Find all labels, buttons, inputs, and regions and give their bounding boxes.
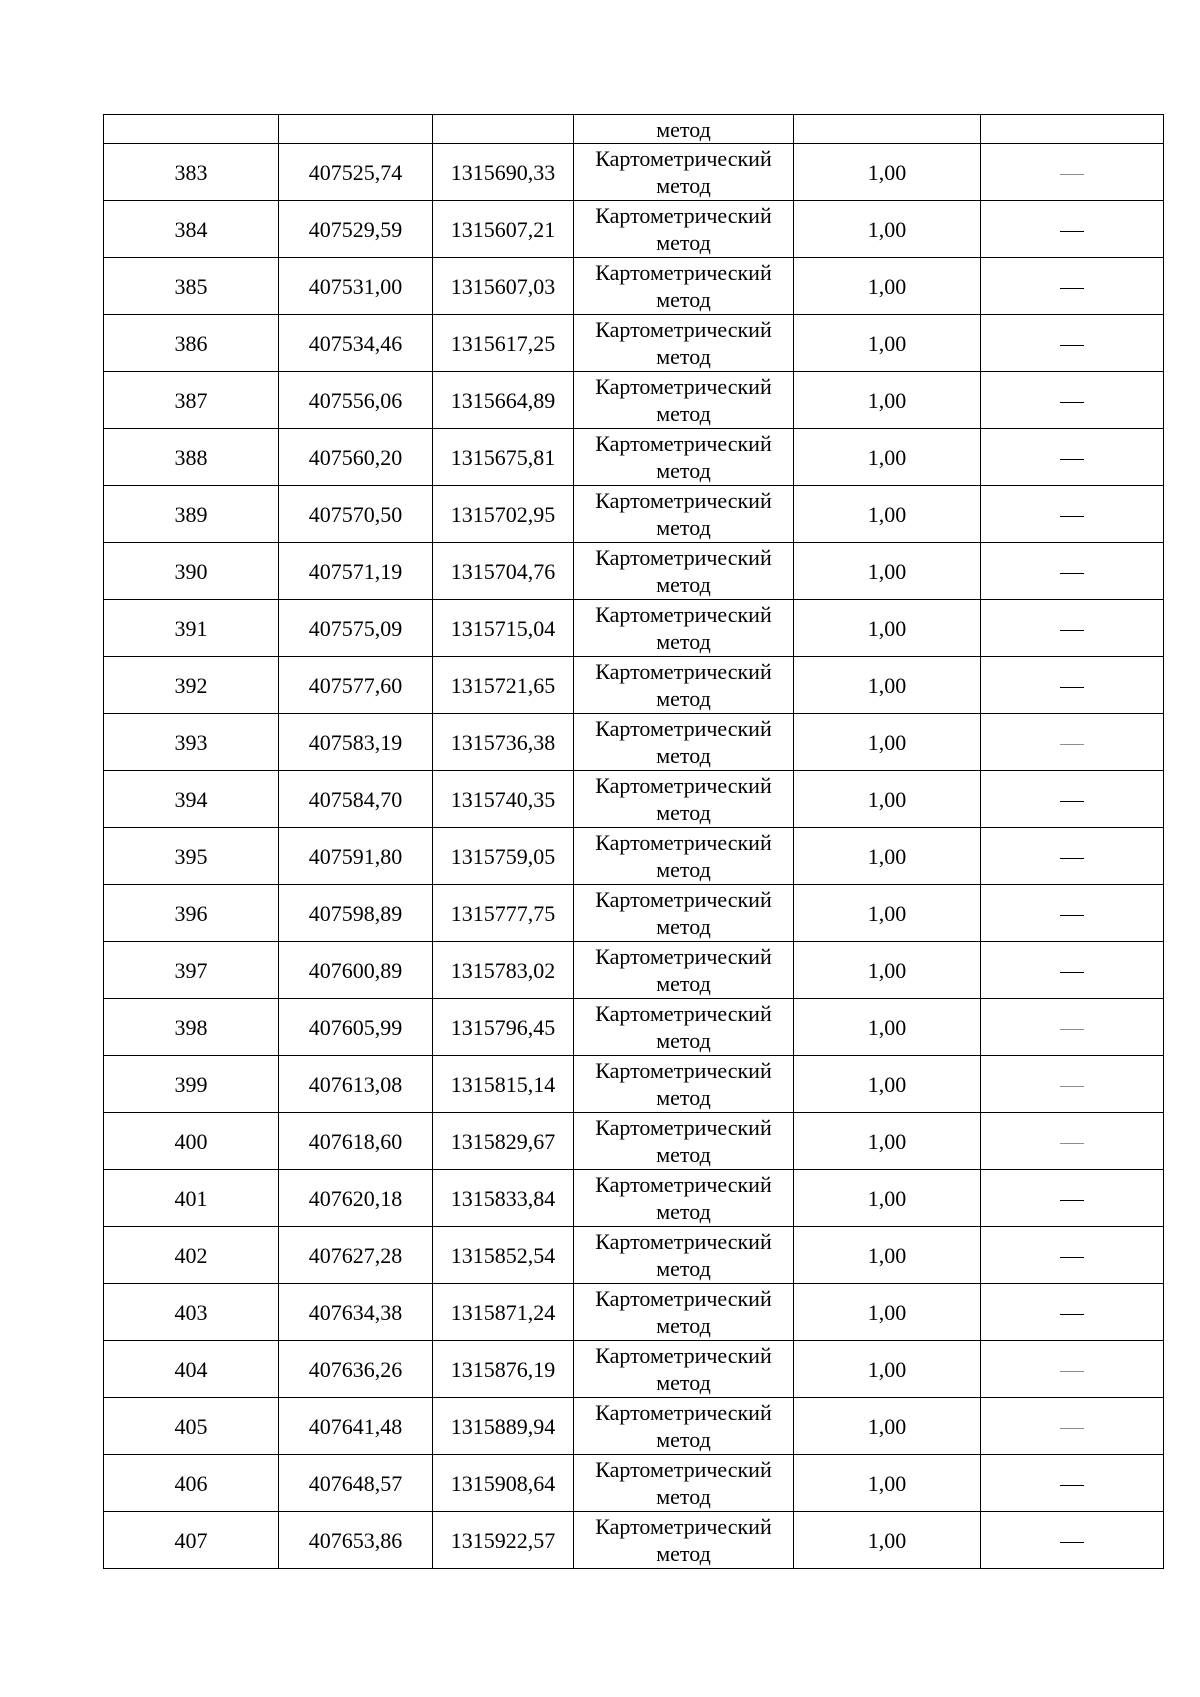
cell-x: 407620,18 [279,1170,433,1227]
cell-method: метод [574,115,794,144]
cell-x: 407575,09 [279,600,433,657]
dash-mark [1060,1143,1084,1144]
cell-method: Картометрический метод [574,1056,794,1113]
cell-x: 407627,28 [279,1227,433,1284]
dash-mark [1060,858,1084,859]
cell-note [981,1170,1164,1227]
cell-accuracy: 1,00 [794,1227,981,1284]
cell-y: 1315783,02 [433,942,574,999]
cell-x: 407634,38 [279,1284,433,1341]
cell-x: 407648,57 [279,1455,433,1512]
cell-point-number: 399 [104,1056,279,1113]
dash-mark [1060,1428,1084,1429]
cell-method: Картометрический метод [574,372,794,429]
cell-y: 1315702,95 [433,486,574,543]
cell-point-number: 389 [104,486,279,543]
cell-point-number: 400 [104,1113,279,1170]
cell-x: 407613,08 [279,1056,433,1113]
table-row [104,258,1164,315]
cell-x: 407560,20 [279,429,433,486]
dash-mark [1060,345,1084,346]
cell-point-number: 402 [104,1227,279,1284]
cell-note [981,201,1164,258]
cell-y: 1315721,65 [433,657,574,714]
table-row [104,1512,1164,1569]
cell-accuracy: 1,00 [794,714,981,771]
cell-point-number: 398 [104,999,279,1056]
cell-method: Картометрический метод [574,1512,794,1569]
dash-mark [1060,1086,1084,1087]
cell-accuracy: 1,00 [794,429,981,486]
cell-x: 407598,89 [279,885,433,942]
cell-note [981,1227,1164,1284]
cell-x: 407653,86 [279,1512,433,1569]
table-row [104,1227,1164,1284]
cell-x: 407600,89 [279,942,433,999]
table-row [104,999,1164,1056]
cell-x: 407570,50 [279,486,433,543]
table-row [104,1341,1164,1398]
dash-mark [1060,1200,1084,1201]
cell-point-number: 387 [104,372,279,429]
cell-y: 1315704,76 [433,543,574,600]
cell-note [981,1455,1164,1512]
table-row [104,657,1164,714]
dash-mark [1060,516,1084,517]
cell-y: 1315908,64 [433,1455,574,1512]
cell-method: Картометрический метод [574,543,794,600]
cell-accuracy: 1,00 [794,600,981,657]
cell-method: Картометрический метод [574,600,794,657]
table-row [104,1398,1164,1455]
cell-x: 407605,99 [279,999,433,1056]
cell-accuracy [794,115,981,144]
cell-note [981,486,1164,543]
cell-method: Картометрический метод [574,1170,794,1227]
cell-point-number: 397 [104,942,279,999]
cell-method: Картометрический метод [574,1284,794,1341]
cell-point-number: 396 [104,885,279,942]
cell-point-number: 384 [104,201,279,258]
dash-mark [1060,1485,1084,1486]
cell-note [981,771,1164,828]
cell-x: 407534,46 [279,315,433,372]
cell-point-number: 401 [104,1170,279,1227]
cell-method: Картометрический метод [574,657,794,714]
cell-method: Картометрический метод [574,942,794,999]
cell-y: 1315607,03 [433,258,574,315]
cell-point-number: 394 [104,771,279,828]
coordinates-table [103,114,1164,1569]
dash-mark [1060,402,1084,403]
cell-note [981,828,1164,885]
cell-y: 1315617,25 [433,315,574,372]
dash-mark [1060,1257,1084,1258]
cell-point-number: 383 [104,144,279,201]
table-row [104,771,1164,828]
dash-mark [1060,972,1084,973]
cell-accuracy: 1,00 [794,885,981,942]
table-body [104,115,1164,1569]
dash-mark [1060,459,1084,460]
cell-point-number: 393 [104,714,279,771]
cell-note [981,1512,1164,1569]
cell-note [981,1398,1164,1455]
cell-point-number: 406 [104,1455,279,1512]
table-row [104,486,1164,543]
continuation-row [104,115,1164,144]
dash-mark [1060,231,1084,232]
cell-note [981,372,1164,429]
cell-x: 407584,70 [279,771,433,828]
table-row [104,714,1164,771]
dash-mark [1060,1029,1084,1030]
table-row [104,315,1164,372]
cell-accuracy: 1,00 [794,771,981,828]
cell-accuracy: 1,00 [794,1455,981,1512]
cell-point-number: 405 [104,1398,279,1455]
cell-x: 407583,19 [279,714,433,771]
cell-x: 407571,19 [279,543,433,600]
cell-accuracy: 1,00 [794,1170,981,1227]
cell-y: 1315740,35 [433,771,574,828]
cell-y: 1315607,21 [433,201,574,258]
cell-point-number: 395 [104,828,279,885]
dash-mark [1060,1542,1084,1543]
table-row [104,828,1164,885]
cell-method: Картометрический метод [574,315,794,372]
cell-note [981,942,1164,999]
cell-point-number [104,115,279,144]
cell-note [981,115,1164,144]
cell-note [981,1056,1164,1113]
cell-method: Картометрический метод [574,714,794,771]
cell-method: Картометрический метод [574,429,794,486]
dash-mark [1060,174,1084,175]
cell-x: 407577,60 [279,657,433,714]
cell-y: 1315736,38 [433,714,574,771]
cell-note [981,714,1164,771]
cell-y: 1315889,94 [433,1398,574,1455]
cell-note [981,543,1164,600]
cell-y: 1315829,67 [433,1113,574,1170]
cell-accuracy: 1,00 [794,1113,981,1170]
cell-y: 1315715,04 [433,600,574,657]
dash-mark [1060,1371,1084,1372]
cell-point-number: 388 [104,429,279,486]
cell-y: 1315871,24 [433,1284,574,1341]
cell-note [981,1113,1164,1170]
cell-note [981,885,1164,942]
table-row [104,372,1164,429]
cell-point-number: 392 [104,657,279,714]
table-row [104,429,1164,486]
cell-accuracy: 1,00 [794,1398,981,1455]
cell-note [981,600,1164,657]
cell-x: 407591,80 [279,828,433,885]
cell-method: Картометрический метод [574,771,794,828]
cell-point-number: 403 [104,1284,279,1341]
cell-y: 1315675,81 [433,429,574,486]
cell-y: 1315852,54 [433,1227,574,1284]
cell-accuracy: 1,00 [794,828,981,885]
table-row [104,1284,1164,1341]
table-row [104,600,1164,657]
cell-method: Картометрический метод [574,1455,794,1512]
table-row [104,543,1164,600]
cell-x: 407618,60 [279,1113,433,1170]
dash-mark [1060,801,1084,802]
cell-note [981,315,1164,372]
table-row [104,885,1164,942]
cell-method: Картометрический метод [574,201,794,258]
cell-x: 407556,06 [279,372,433,429]
cell-note [981,429,1164,486]
cell-note [981,1284,1164,1341]
cell-x: 407531,00 [279,258,433,315]
dash-mark [1060,573,1084,574]
cell-accuracy: 1,00 [794,315,981,372]
cell-accuracy: 1,00 [794,1284,981,1341]
cell-accuracy: 1,00 [794,942,981,999]
cell-point-number: 390 [104,543,279,600]
cell-accuracy: 1,00 [794,144,981,201]
cell-y: 1315759,05 [433,828,574,885]
cell-accuracy: 1,00 [794,657,981,714]
dash-mark [1060,687,1084,688]
cell-y: 1315796,45 [433,999,574,1056]
cell-method: Картометрический метод [574,258,794,315]
dash-mark [1060,915,1084,916]
cell-x: 407529,59 [279,201,433,258]
cell-y: 1315833,84 [433,1170,574,1227]
table-row [104,1170,1164,1227]
cell-note [981,1341,1164,1398]
dash-mark [1060,630,1084,631]
cell-accuracy: 1,00 [794,201,981,258]
cell-method: Картометрический метод [574,999,794,1056]
cell-method: Картометрический метод [574,486,794,543]
cell-note [981,144,1164,201]
dash-mark [1060,744,1084,745]
cell-point-number: 385 [104,258,279,315]
cell-note [981,258,1164,315]
cell-y: 1315922,57 [433,1512,574,1569]
cell-point-number: 407 [104,1512,279,1569]
cell-accuracy: 1,00 [794,999,981,1056]
cell-accuracy: 1,00 [794,372,981,429]
cell-note [981,999,1164,1056]
cell-note [981,657,1164,714]
cell-method: Картометрический метод [574,1113,794,1170]
cell-method: Картометрический метод [574,828,794,885]
cell-method: Картометрический метод [574,1398,794,1455]
cell-y: 1315664,89 [433,372,574,429]
cell-point-number: 404 [104,1341,279,1398]
cell-method: Картометрический метод [574,885,794,942]
cell-accuracy: 1,00 [794,543,981,600]
cell-x: 407525,74 [279,144,433,201]
table-row [104,201,1164,258]
cell-y: 1315777,75 [433,885,574,942]
cell-y [433,115,574,144]
table-row [104,1056,1164,1113]
cell-method: Картометрический метод [574,144,794,201]
cell-point-number: 386 [104,315,279,372]
dash-mark [1060,288,1084,289]
cell-x: 407636,26 [279,1341,433,1398]
cell-method: Картометрический метод [574,1227,794,1284]
cell-accuracy: 1,00 [794,1056,981,1113]
cell-point-number: 391 [104,600,279,657]
cell-accuracy: 1,00 [794,1341,981,1398]
cell-y: 1315876,19 [433,1341,574,1398]
cell-y: 1315815,14 [433,1056,574,1113]
table-row [104,1455,1164,1512]
cell-accuracy: 1,00 [794,486,981,543]
dash-mark [1060,1314,1084,1315]
cell-accuracy: 1,00 [794,1512,981,1569]
table-row [104,942,1164,999]
table-row [104,1113,1164,1170]
cell-x [279,115,433,144]
cell-accuracy: 1,00 [794,258,981,315]
cell-x: 407641,48 [279,1398,433,1455]
cell-y: 1315690,33 [433,144,574,201]
cell-method: Картометрический метод [574,1341,794,1398]
table-row [104,144,1164,201]
